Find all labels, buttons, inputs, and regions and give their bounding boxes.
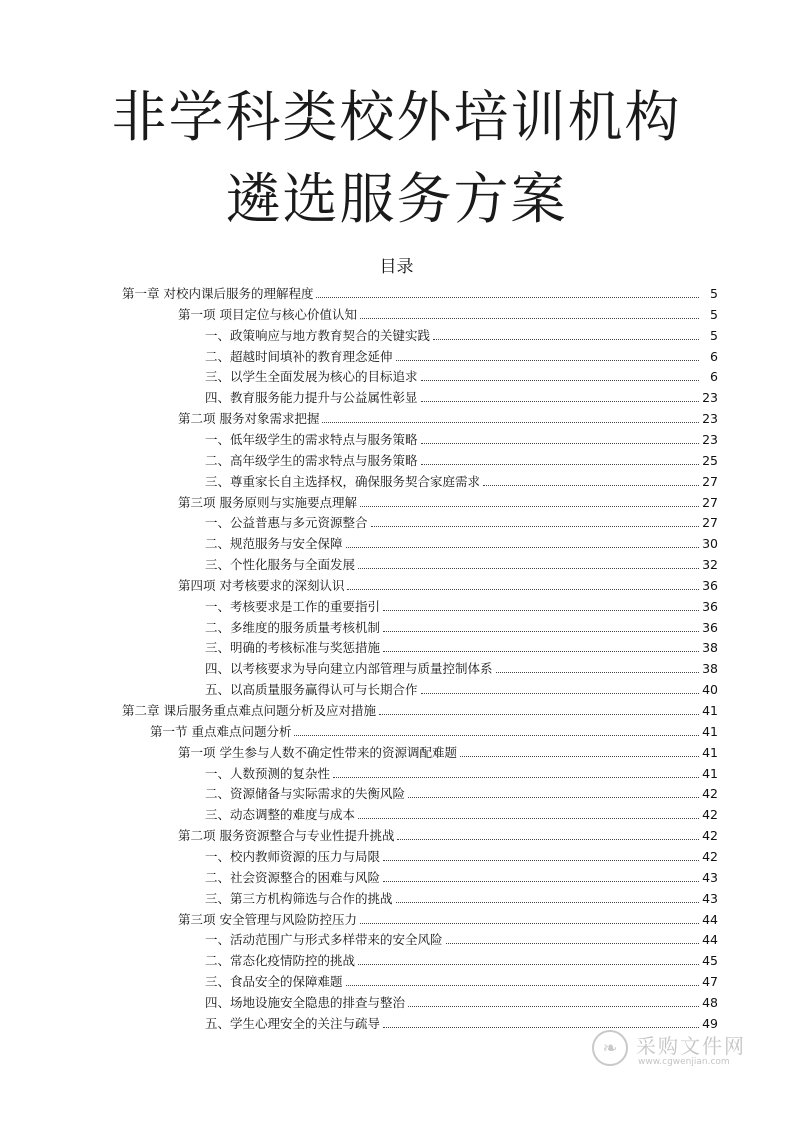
toc-entry-page: 32	[702, 557, 718, 573]
toc-entry-title: 一、校内教师资源的压力与局限	[205, 848, 381, 864]
toc-entry[interactable]	[205, 953, 718, 969]
toc-entry-title: 五、学生心理安全的关注与疏导	[205, 1015, 381, 1031]
toc-entry-page: 38	[702, 640, 718, 656]
toc-leader-dots	[396, 902, 699, 903]
toc-entry[interactable]	[178, 495, 718, 511]
toc-entry-page: 42	[702, 848, 718, 864]
toc-entry-title: 一、低年级学生的需求特点与服务策略	[205, 431, 418, 447]
watermark	[592, 1030, 772, 1074]
toc-entry-page: 36	[702, 577, 718, 593]
toc-entry[interactable]	[205, 620, 718, 636]
toc-leader-dots	[383, 860, 699, 861]
toc-entry-title: 三、以学生全面发展为核心的目标追求	[205, 369, 418, 385]
toc-entry[interactable]	[205, 599, 718, 615]
toc-entry-page: 40	[702, 682, 718, 698]
toc-entry[interactable]	[205, 661, 718, 677]
toc-entry-page: 23	[702, 431, 718, 447]
toc-entry-title: 一、政策响应与地方教育契合的关键实践	[205, 327, 431, 343]
toc-leader-dots	[460, 756, 699, 757]
toc-leader-dots	[408, 797, 699, 798]
toc-entry-title: 一、活动范围广与形式多样带来的安全风险	[205, 932, 443, 948]
toc-entry-title: 四、以考核要求为导向建立内部管理与质量控制体系	[205, 661, 493, 677]
toc-entry-page: 27	[702, 515, 718, 531]
toc-heading: 目录	[379, 257, 414, 277]
toc-leader-dots	[346, 547, 699, 548]
toc-entry[interactable]	[178, 912, 718, 928]
toc-entry-page: 45	[702, 953, 718, 969]
toc-entry-page: 42	[702, 807, 718, 823]
toc-entry-title: 二、多维度的服务质量考核机制	[205, 619, 381, 635]
toc-entry[interactable]	[205, 515, 718, 531]
toc-leader-dots	[347, 589, 699, 590]
toc-entry-title: 三、食品安全的保障难题	[205, 974, 343, 990]
toc-entry-page: 48	[702, 994, 718, 1010]
toc-entry-title: 四、场地设施安全隐患的排查与整治	[205, 994, 406, 1010]
toc-entry[interactable]	[205, 453, 718, 469]
toc-entry-page: 23	[702, 390, 718, 406]
toc-entry-title: 第二项 服务对象需求把握	[178, 411, 320, 427]
toc-entry[interactable]	[205, 349, 718, 365]
toc-entry-title: 一、人数预测的复杂性	[205, 765, 331, 781]
toc-entry-title: 二、社会资源整合的困难与风险	[205, 869, 381, 885]
toc-entry-page: 41	[702, 723, 718, 739]
toc-entry-title: 一、考核要求是工作的重要指引	[205, 598, 381, 614]
toc-entry[interactable]	[205, 328, 718, 344]
toc-leader-dots	[322, 422, 699, 423]
toc-leader-dots	[483, 485, 699, 486]
toc-entry-title: 一、公益普惠与多元资源整合	[205, 515, 368, 531]
document-title-line1: 非学科类校外培训机构	[111, 85, 682, 149]
toc-entry-title: 第二章 课后服务重点难点问题分析及应对措施	[122, 703, 376, 718]
toc-entry-title: 二、常态化疫情防控的挑战	[205, 953, 356, 969]
toc-entry-title: 二、超越时间填补的教育理念延伸	[205, 348, 393, 364]
toc-entry-page: 36	[702, 598, 718, 614]
toc-entry-title: 第一章 对校内课后服务的理解程度	[122, 286, 314, 301]
toc-entry-page: 6	[710, 369, 718, 385]
toc-entry-title: 四、教育服务能力提升与公益属性彰显	[205, 390, 418, 406]
toc-leader-dots	[421, 443, 699, 444]
toc-entry[interactable]	[150, 724, 718, 740]
toc-entry-title: 三、动态调整的难度与成本	[205, 807, 356, 823]
toc-entry-page: 47	[702, 974, 718, 990]
toc-entry[interactable]	[205, 432, 718, 448]
toc-entry[interactable]	[205, 474, 718, 490]
toc-entry[interactable]	[205, 557, 718, 573]
toc-entry-page: 44	[702, 911, 718, 927]
toc-entry[interactable]	[205, 849, 718, 865]
toc-entry[interactable]	[205, 807, 718, 823]
toc-entry[interactable]	[178, 307, 718, 323]
toc-entry-title: 三、第三方机构筛选与合作的挑战	[205, 890, 393, 906]
toc-entry-page: 38	[702, 661, 718, 677]
toc-entry-title: 二、规范服务与安全保障	[205, 536, 343, 552]
toc-entry[interactable]	[122, 703, 718, 719]
toc-leader-dots	[383, 610, 699, 611]
toc-entry[interactable]	[205, 640, 718, 656]
toc-entry-page: 5	[710, 327, 718, 343]
toc-leader-dots	[294, 735, 699, 736]
watermark-name: 采购文件网	[636, 1034, 746, 1058]
toc-leader-dots	[358, 964, 699, 965]
toc-entry[interactable]	[205, 932, 718, 948]
toc-entry-title: 第三项 安全管理与风险防控压力	[178, 911, 357, 927]
toc-leader-dots	[358, 818, 699, 819]
toc-leader-dots	[446, 943, 699, 944]
toc-leader-dots	[383, 651, 699, 652]
toc-entry-page: 30	[702, 536, 718, 552]
toc-entry-page: 5	[710, 306, 718, 322]
toc-entry[interactable]	[205, 369, 718, 385]
toc-leader-dots	[358, 568, 699, 569]
toc-entry-page: 27	[702, 494, 718, 510]
toc-leader-dots	[371, 526, 699, 527]
toc-entry-page: 43	[702, 869, 718, 885]
toc-entry-title: 第一节 重点难点问题分析	[150, 723, 292, 739]
toc-entry[interactable]	[205, 390, 718, 406]
toc-entry-title: 三、个性化服务与全面发展	[205, 557, 356, 573]
toc-entry-page: 43	[702, 890, 718, 906]
toc-leader-dots	[360, 506, 699, 507]
toc-entry-page: 42	[702, 786, 718, 802]
toc-leader-dots	[496, 672, 699, 673]
toc-entry-title: 三、尊重家长自主选择权，确保服务契合家庭需求	[205, 473, 481, 489]
toc-entry[interactable]	[178, 578, 718, 594]
toc-entry-title: 第四项 对考核要求的深刻认识	[178, 577, 345, 593]
toc-entry-page: 41	[702, 703, 718, 718]
toc-leader-dots	[396, 360, 699, 361]
toc-entry[interactable]	[205, 891, 718, 907]
toc-leader-dots	[421, 380, 699, 381]
document-title-line2: 遴选服务方案	[225, 167, 568, 231]
toc-leader-dots	[421, 464, 699, 465]
toc-entry-title: 三、明确的考核标准与奖惩措施	[205, 640, 381, 656]
toc-entry-page: 44	[702, 932, 718, 948]
toc-entry-title: 第一项 学生参与人数不确定性带来的资源调配难题	[178, 744, 457, 760]
toc-entry-page: 49	[702, 1015, 718, 1031]
watermark-logo-icon: ❧	[592, 1030, 628, 1066]
toc-entry[interactable]	[205, 974, 718, 990]
toc-entry[interactable]	[205, 995, 718, 1011]
toc-entry-title: 第一项 项目定位与核心价值认知	[178, 306, 357, 322]
toc-entry-title: 第二项 服务资源整合与专业性提升挑战	[178, 828, 395, 844]
toc-entry[interactable]	[205, 766, 718, 782]
toc-leader-dots	[316, 297, 699, 298]
toc-entry-page: 41	[702, 744, 718, 760]
toc-entry[interactable]	[205, 682, 718, 698]
toc-leader-dots	[397, 839, 699, 840]
toc-leader-dots	[421, 401, 699, 402]
toc-entry-page: 27	[702, 473, 718, 489]
toc-entry-page: 23	[702, 411, 718, 427]
toc-leader-dots	[433, 339, 699, 340]
toc-leader-dots	[383, 631, 699, 632]
toc-leader-dots	[383, 881, 699, 882]
toc-leader-dots	[421, 693, 699, 694]
toc-leader-dots	[383, 1027, 699, 1028]
toc-entry-page: 41	[702, 765, 718, 781]
toc-leader-dots	[333, 777, 699, 778]
toc-leader-dots	[379, 714, 699, 715]
toc-entry-page: 25	[702, 452, 718, 468]
toc-entry[interactable]	[178, 411, 718, 427]
toc-entry-page: 36	[702, 619, 718, 635]
toc-leader-dots	[360, 318, 699, 319]
watermark-url: www.cgwenjian.com	[638, 1057, 730, 1067]
toc-entry[interactable]	[178, 828, 718, 844]
toc-entry-title: 二、高年级学生的需求特点与服务策略	[205, 452, 418, 468]
toc-entry[interactable]	[205, 536, 718, 552]
toc-entry[interactable]	[205, 870, 718, 886]
toc-entry-title: 第三项 服务原则与实施要点理解	[178, 494, 357, 510]
toc-entry-title: 五、以高质量服务赢得认可与长期合作	[205, 682, 418, 698]
toc-entry-page: 42	[702, 828, 718, 844]
toc-entry[interactable]	[205, 786, 718, 802]
toc-leader-dots	[360, 923, 699, 924]
toc-entry-page: 5	[710, 286, 718, 301]
toc-leader-dots	[346, 985, 699, 986]
toc-entry-title: 二、资源储备与实际需求的失衡风险	[205, 786, 406, 802]
toc-entry[interactable]	[122, 286, 718, 302]
toc-leader-dots	[408, 1006, 699, 1007]
toc-entry[interactable]	[178, 745, 718, 761]
toc-entry-page: 6	[710, 348, 718, 364]
